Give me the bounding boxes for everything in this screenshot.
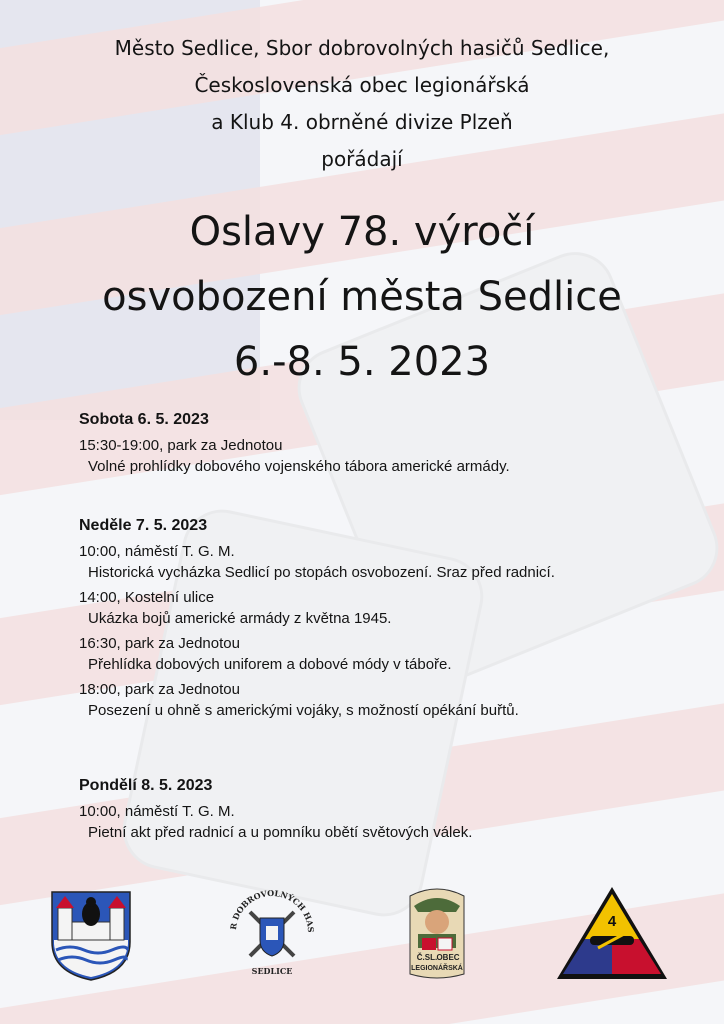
title-line-2: osvobození města Sedlice [102, 274, 622, 320]
organizer-line-3: a Klub 4. obrněné divize Plzeň [211, 110, 513, 134]
day-section-saturday [79, 409, 679, 477]
event-description: Pietní akt před radnicí a u pomníku obětí světových válek. [88, 824, 473, 841]
organizer-line-1: Město Sedlice, Sbor dobrovolných hasičů Sedlice, [114, 36, 610, 60]
svg-text:SBOR DOBROVOLNÝCH HASIČŮ: R DOBROVOLNÝCH HAS [227, 887, 317, 933]
event-description: Volné prohlídky dobového vojenského tábora americké armády. [88, 458, 510, 475]
legion-emblem-icon [406, 886, 468, 986]
event-description: Historická vycházka Sedlicí po stopách osvobození. Sraz před radnicí. [88, 564, 555, 581]
event-time-place: 16:30, park za Jednotou [79, 635, 240, 652]
svg-text:OBEC: OBEC [436, 953, 460, 962]
event-time-place: 14:00, Kostelní ulice [79, 589, 215, 606]
event-time-place: 10:00, náměstí T. G. M. [79, 803, 235, 820]
event-description: Ukázka bojů americké armády z května 1945. [88, 610, 392, 627]
event-time-place: 10:00, náměstí T. G. M. [79, 543, 235, 560]
day-heading: Pondělí 8. 5. 2023 [79, 777, 213, 794]
sedlice-coat-of-arms-icon [50, 890, 132, 986]
fire-brigade-emblem-icon [222, 882, 322, 986]
svg-text:Č.SL.: Č.SL. [416, 953, 438, 962]
event-time-place: 15:30-19:00, park za Jednotou [79, 437, 283, 454]
svg-text:LEGIONÁŘSKÁ: LEGIONÁŘSKÁ [411, 965, 463, 972]
event-time-place: 18:00, park za Jednotou [79, 681, 240, 698]
svg-text:4: 4 [607, 913, 617, 930]
day-heading: Sobota 6. 5. 2023 [79, 411, 209, 428]
organizer-line-2: Československá obec legionářská [194, 73, 530, 97]
day-heading: Neděle 7. 5. 2023 [79, 517, 208, 534]
event-description: Přehlídka dobových uniforem a dobové módy v táboře. [88, 656, 452, 673]
4th-armored-division-patch-icon [554, 884, 670, 986]
svg-text:SEDLICE: SEDLICE [251, 966, 293, 976]
title-line-1: Oslavy 78. výročí [189, 209, 535, 255]
title-dates: 6.-8. 5. 2023 [233, 339, 491, 385]
day-section-monday [79, 775, 679, 843]
day-section-sunday [79, 515, 679, 721]
event-description: Posezení u ohně s americkými vojáky, s možností opékání buřtů. [88, 702, 519, 719]
organizer-line-4: pořádají [321, 147, 403, 171]
